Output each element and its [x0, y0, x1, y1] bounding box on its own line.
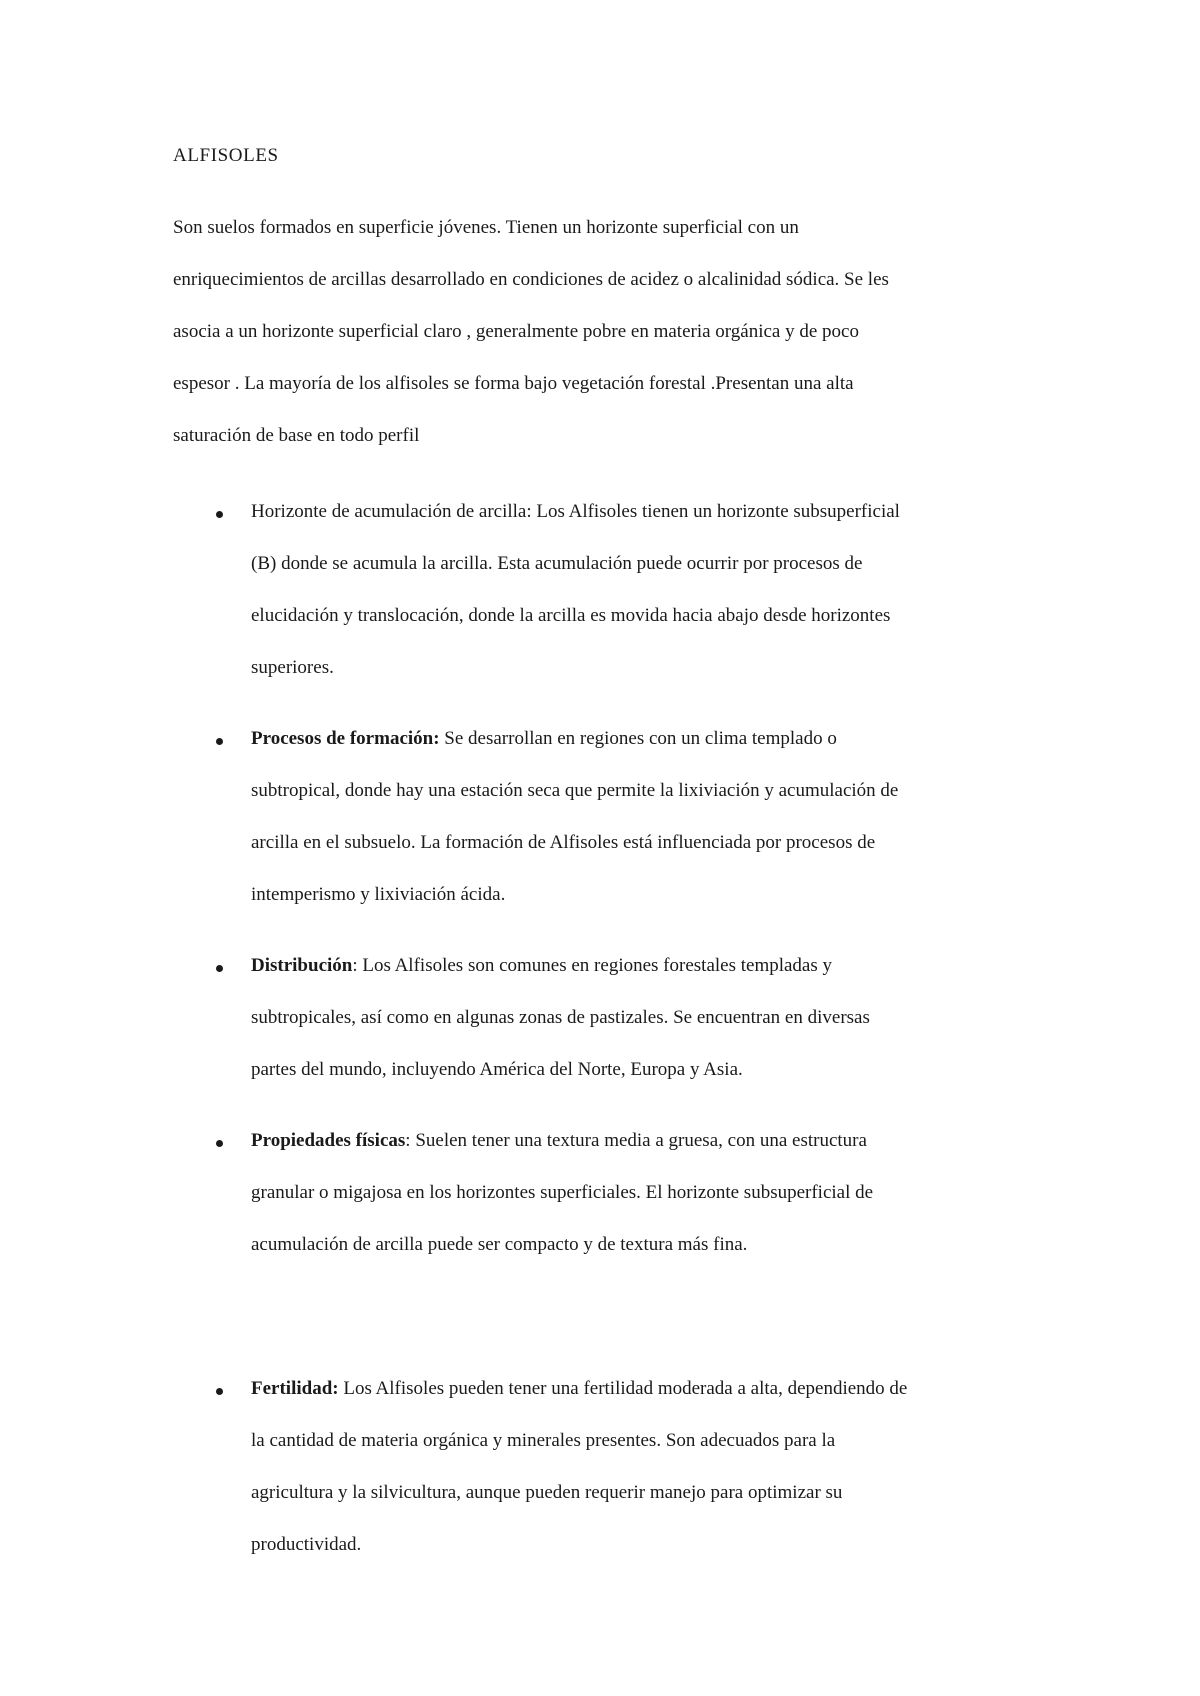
- list-item-text: [251, 1377, 1111, 1585]
- intro-paragraph: [173, 216, 1043, 476]
- list-item-text: [251, 1129, 1111, 1285]
- bullet-icon: [216, 511, 223, 518]
- list-item-line: [251, 727, 1111, 779]
- intro-line: espesor . La mayoría de los alfisoles se forma bajo vegetación forestal .Presentan una alta: [173, 373, 854, 394]
- list-item-line: productividad.: [251, 1534, 362, 1555]
- list-item-line: intemperismo y lixiviación ácida.: [251, 884, 506, 905]
- list-item-text-run: Se desarrollan en regiones con un clima templado o: [439, 728, 837, 749]
- list-item-line: partes del mundo, incluyendo América del Norte, Europa y Asia.: [251, 1059, 743, 1080]
- list-item-line: elucidación y translocación, donde la arcilla es movida hacia abajo desde horizontes: [251, 605, 891, 626]
- list-item-line: subtropical, donde hay una estación seca que permite la lixiviación y acumulación de: [251, 780, 899, 801]
- intro-line: asocia a un horizonte superficial claro , generalmente pobre en materia orgánica y de poco: [173, 321, 859, 342]
- list-item-line: granular o migajosa en los horizontes superficiales. El horizonte subsuperficial de: [251, 1182, 874, 1203]
- list-item-line: [251, 954, 1111, 1006]
- bullet-icon: [216, 1140, 223, 1147]
- list-item-line: [251, 1377, 1111, 1429]
- list-item-line: [251, 500, 1111, 552]
- list-item-text-run: : Suelen tener una textura media a gruesa, con una estructura: [405, 1130, 867, 1151]
- list-item-text: [251, 727, 1111, 935]
- list-item-text-run: Horizonte de acumulación de arcilla: Los Alfisoles tienen un horizonte subsuperficial: [251, 501, 900, 522]
- list-item-term: Distribución: [251, 955, 353, 976]
- list-item-term: Propiedades físicas: [251, 1130, 406, 1151]
- list-item-text-run: Los Alfisoles pueden tener una fertilidad moderada a alta, dependiendo de: [338, 1378, 908, 1399]
- bullet-icon: [216, 738, 223, 745]
- list-item-line: arcilla en el subsuelo. La formación de Alfisoles está influenciada por procesos de: [251, 832, 876, 853]
- list-item-line: superiores.: [251, 657, 334, 678]
- list-item-text: [251, 954, 1111, 1110]
- list-item-line: [251, 1129, 1111, 1181]
- list-item-term: Fertilidad:: [251, 1378, 339, 1399]
- bullet-icon: [216, 965, 223, 972]
- list-item-term: Procesos de formación:: [251, 728, 440, 749]
- intro-line: Son suelos formados en superficie jóvenes. Tienen un horizonte superficial con un: [173, 217, 799, 238]
- intro-line: saturación de base en todo perfil: [173, 425, 420, 446]
- list-item-line: subtropicales, así como en algunas zonas de pastizales. Se encuentran en diversas: [251, 1007, 870, 1028]
- document-title: ALFISOLES: [173, 145, 279, 166]
- bullet-icon: [216, 1388, 223, 1395]
- intro-line: enriquecimientos de arcillas desarrollado en condiciones de acidez o alcalinidad sódica. Se les: [173, 269, 889, 290]
- list-item-line: acumulación de arcilla puede ser compacto y de textura más fina.: [251, 1234, 748, 1255]
- list-item-text-run: : Los Alfisoles son comunes en regiones forestales templadas y: [352, 955, 833, 976]
- list-item-line: agricultura y la silvicultura, aunque pueden requerir manejo para optimizar su: [251, 1482, 843, 1503]
- list-item-line: la cantidad de materia orgánica y minerales presentes. Son adecuados para la: [251, 1430, 836, 1451]
- list-item-text: [251, 500, 1111, 708]
- list-item-line: (B) donde se acumula la arcilla. Esta acumulación puede ocurrir por procesos de: [251, 553, 863, 574]
